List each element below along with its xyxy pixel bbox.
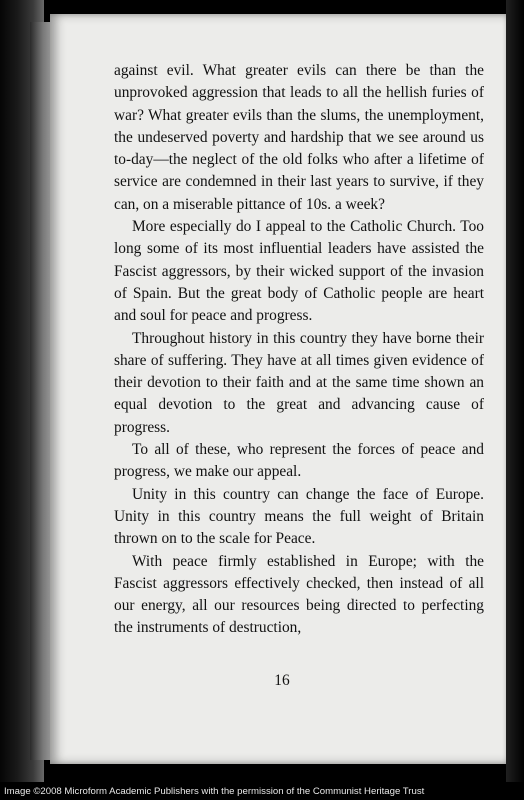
page-edge-stack	[30, 22, 52, 760]
paragraph-1: against evil. What greater evils can there be than the unprovoked aggression that leads to all the hellish furies of war? What greater evils than the slums, the unemployment, the undeserved poverty and hardship that we see around us to-day—the neglect of the old folks who after a lifetime of service are condemned in their last years to survive, if they can, on a miserable pittance of 10s. a week?	[114, 62, 484, 213]
paragraph-3	[114, 328, 484, 439]
page-number: 16	[274, 672, 290, 689]
paragraph-6-text: With peace firmly established in Europe; with the Fascist aggressors effectively checked, then instead of all our energy, all our resources being directed to perfecting the instruments of destruction,	[114, 552, 484, 637]
paragraph-4	[114, 439, 484, 484]
body-text	[114, 60, 484, 640]
paragraph-4-text: To all of these, who represent the forces of peace and progress, we make our appeal.	[114, 441, 484, 481]
paragraph-5	[114, 484, 484, 551]
paragraph-2	[114, 216, 484, 327]
paragraph-5-text: Unity in this country can change the face of Europe. Unity in this country means the full weight of Britain thrown on to the scale for Peace.	[114, 485, 484, 548]
image-credit: Image ©2008 Microform Academic Publishers with the permission of the Communist Heritage Trust	[0, 783, 524, 800]
paragraph-3-text: Throughout history in this country they have borne their share of suffering. They have at all times given evidence of their devotion to their faith and at the same time shown an equal devotion to the great and advancing cause of progress.	[114, 329, 484, 436]
paragraph-2-text: More especially do I appeal to the Catholic Church. Too long some of its most influential leaders have assisted the Fascist aggressors, by their wicked support of the invasion of Spain. But the great body of Catholic people are heart and soul for peace and progress.	[114, 218, 484, 325]
paragraph-6	[114, 551, 484, 640]
right-border	[506, 0, 524, 782]
